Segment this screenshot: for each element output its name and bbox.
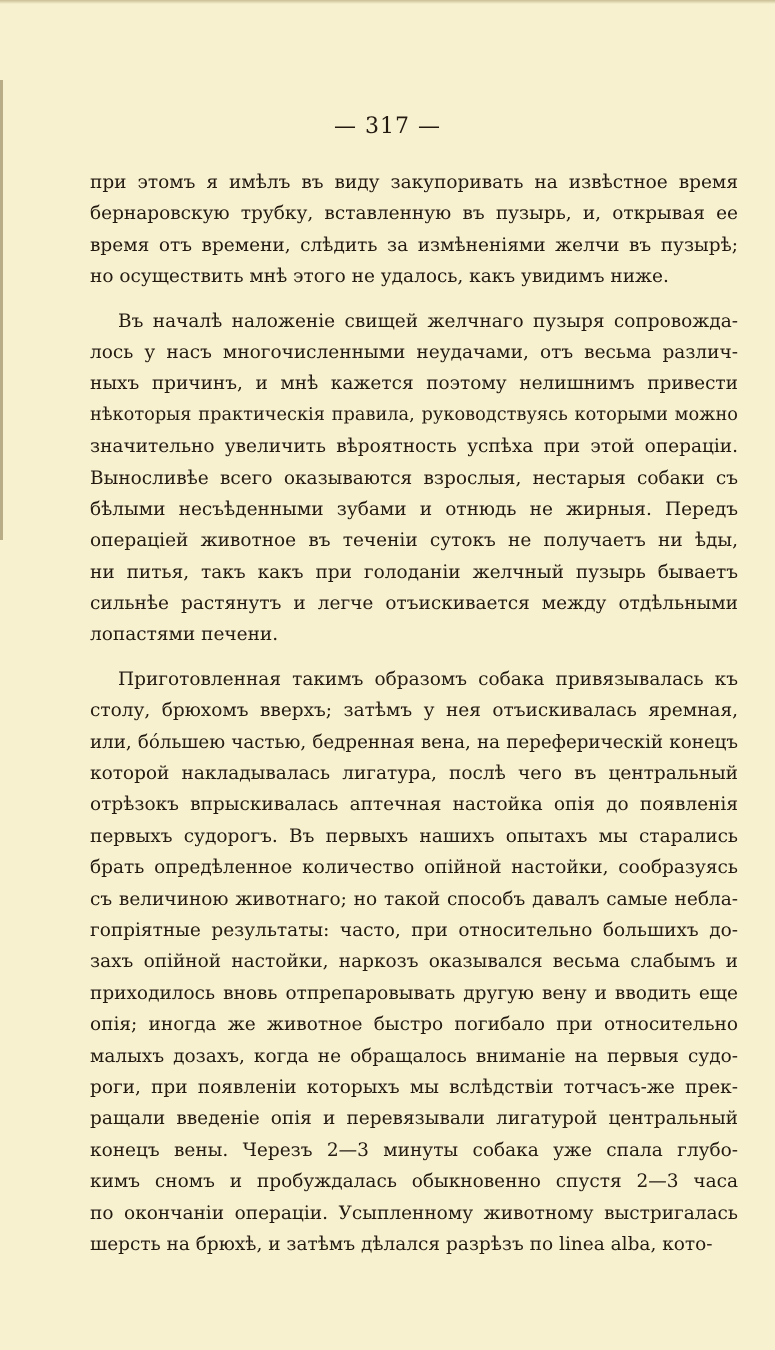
text-line: ныхъ причинъ, и мнѣ кажется поэтому нелишнимъ привести	[90, 373, 738, 395]
text-line: операціей животное въ теченіи сутокъ не получаетъ ни ѣды,	[90, 530, 738, 552]
text-line: кимъ сномъ и пробуждалась обыкновенно спустя 2—3 часа	[90, 1171, 738, 1193]
text-line: малыхъ дозахъ, когда не обращалось вниманіе на первыя судо-	[90, 1045, 738, 1067]
text-line: столу, брюхомъ вверхъ; затѣмъ у нея отъискивалась яремная,	[90, 700, 738, 722]
text-line: которой накладывалась лигатура, послѣ чего въ центральный	[90, 763, 738, 785]
text-line: или, бо́льшею частью, бедренная вена, на переферическій конецъ	[90, 731, 738, 753]
text-line: нѣкоторыя практическія правила, руководствуясь которыми можно	[90, 404, 738, 425]
text-line: съ величиною животнаго; но такой способъ давалъ самые небла-	[90, 888, 738, 910]
text-line: бернаровскую трубку, вставленную въ пузырь, и, открывая ее	[90, 203, 738, 225]
text-line: ращали введеніе опія и перевязывали лигатурой центральный	[90, 1108, 738, 1130]
text-line: бѣлыми несъѣденными зубами и отнюдь не жирныя. Передъ	[90, 498, 738, 520]
paragraph-gap	[90, 651, 738, 664]
page-top-edge	[0, 0, 775, 4]
text-line: опія; иногда же животное быстро погибало при относительно	[90, 1014, 738, 1036]
text-line: Выносливѣе всего оказываются взрослыя, нестарыя собаки съ	[90, 467, 738, 489]
text-line: приходилось вновь отпрепаровывать другую вену и вводить еще	[90, 982, 738, 1004]
text-line: брать опредѣленное количество опійной настойки, сообразуясь	[90, 857, 738, 879]
text-line: роги, при появленіи которыхъ мы вслѣдствіи тотчасъ-же прек-	[90, 1076, 738, 1098]
paragraph-3	[90, 664, 738, 1260]
paragraph-1	[90, 167, 738, 293]
text-line: первыхъ судорогъ. Въ первыхъ нашихъ опытахъ мы старались	[90, 825, 738, 847]
text-line: Приготовленная такимъ образомъ собака привязывалась къ	[118, 668, 738, 690]
text-line: но осуществить мнѣ этого не удалось, какъ увидимъ ниже.	[90, 266, 669, 288]
text-line: Въ началѣ наложеніе свищей желчнаго пузыря сопровожда-	[118, 310, 738, 332]
text-line: по окончаніи операціи. Усыпленному животному выстригалась	[90, 1202, 738, 1224]
text-line: время отъ времени, слѣдить за измѣненіями желчи въ пузырѣ;	[90, 234, 738, 256]
paragraph-gap	[90, 293, 738, 306]
text-line: захъ опійной настойки, наркозъ оказывался весьма слабымъ и	[90, 951, 738, 973]
body-text	[90, 167, 738, 1260]
paragraph-2	[90, 306, 738, 651]
binding-edge	[0, 80, 3, 540]
text-line: шерсть на брюхѣ, и затѣмъ дѣлался разрѣзъ по linea alba, кото-	[90, 1233, 713, 1255]
text-line: гопріятные результаты: часто, при относительно большихъ до-	[90, 919, 738, 941]
text-line: значительно увеличить вѣроятность успѣха при этой операціи.	[90, 436, 738, 458]
text-line: конецъ вены. Черезъ 2—3 минуты собака уже спала глубо-	[90, 1139, 738, 1161]
text-line: при этомъ я имѣлъ въ виду закупоривать на извѣстное время	[90, 172, 738, 193]
text-line: сильнѣе растянутъ и легче отъискивается между отдѣльными	[90, 593, 738, 615]
text-line: отрѣзокъ впрыскивалась аптечная настойка опія до появленія	[90, 794, 738, 816]
text-line: лось у насъ многочисленными неудачами, отъ весьма различ-	[90, 341, 738, 363]
text-line: ни питья, такъ какъ при голоданіи желчный пузырь бываетъ	[90, 561, 738, 583]
page-number: — 317 —	[334, 114, 441, 139]
text-line: лопастями печени.	[90, 624, 279, 646]
